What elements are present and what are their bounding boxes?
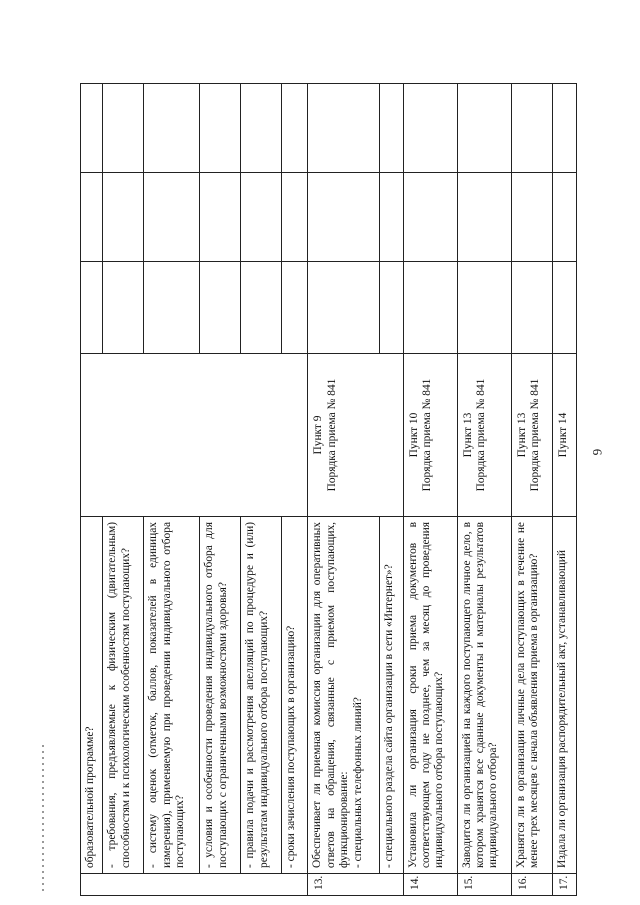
question-cell: - условия и особенности проведения индивидуального отбора для поступающих с ограниченными возможностями здоровья?: [200, 517, 241, 874]
answer-na-cell: [282, 84, 308, 173]
checklist-table-body: [81, 84, 577, 896]
answer-no-cell: [403, 173, 457, 262]
table-row: [308, 84, 379, 896]
question-cell: - специального раздела сайта организации в сети «Интернет»?: [379, 517, 403, 874]
answer-na-cell: [379, 84, 403, 173]
question-cell: Заводится ли организацией на каждого поступающего личное дело, в котором хранятся все сданные документы и материалы результатов индивидуального отбора?: [457, 517, 511, 874]
answer-yes-cell: [379, 262, 403, 354]
question-cell: - правила подачи и рассмотрения апелляций по процедуре и (или) результатам индивидуального отбора поступающих?: [241, 517, 282, 874]
answer-no-cell: [200, 173, 241, 262]
legal-reference-cell: [457, 354, 511, 517]
answer-no-cell: [552, 173, 576, 262]
answer-yes-cell: [81, 262, 103, 354]
legal-reference-cell: [81, 354, 308, 517]
legal-reference-cell: [511, 354, 552, 517]
legal-reference-cell: [403, 354, 457, 517]
checklist-table-frame: [80, 84, 577, 896]
page-number: 6: [590, 448, 605, 456]
question-cell: Хранятся ли в организации личные дела поступающих в течение не менее трех месяцев с начала объявления приема в организацию?: [511, 517, 552, 874]
answer-na-cell: [511, 84, 552, 173]
answer-na-cell: [144, 84, 200, 173]
reference-clause: Пункт 13: [461, 412, 474, 458]
item-number-cell: [81, 874, 308, 896]
answer-na-cell: [81, 84, 103, 173]
question-cell: Издала ли организация распорядительный акт, устанавливающий: [552, 517, 576, 874]
answer-yes-cell: [308, 262, 379, 354]
question-cell: Обеспечивает ли приемная комиссия организации для оперативных ответов на обращения, связанные с приемом поступающих, функционирование: - специальных телефонных линий?: [308, 517, 379, 874]
question-cell: - сроки зачисления поступающих в организацию?: [282, 517, 308, 874]
table-row: [81, 84, 103, 896]
answer-yes-cell: [403, 262, 457, 354]
answer-no-cell: [144, 173, 200, 262]
question-cell: образовательной программе?: [81, 517, 103, 874]
reference-clause: Пункт 10: [407, 412, 420, 458]
legal-reference-cell: [308, 354, 403, 517]
answer-na-cell: [552, 84, 576, 173]
table-row: [511, 84, 552, 896]
answer-na-cell: [457, 84, 511, 173]
question-cell: - требования, предъявляемые к физическим (двигательным) способностям и к психологическим особенностям поступающих?: [103, 517, 144, 874]
answer-yes-cell: [200, 262, 241, 354]
answer-no-cell: [379, 173, 403, 262]
answer-yes-cell: [282, 262, 308, 354]
item-number-cell: 15.: [457, 874, 511, 896]
item-number-cell: 16.: [511, 874, 552, 896]
table-row: [552, 84, 576, 896]
answer-no-cell: [103, 173, 144, 262]
table-row: [457, 84, 511, 896]
item-number-cell: 13.: [308, 874, 403, 896]
answer-na-cell: [103, 84, 144, 173]
answer-na-cell: [403, 84, 457, 173]
answer-no-cell: [282, 173, 308, 262]
question-cell: - систему оценок (отметок, баллов, показателей в единицах измерения), применяемую при проведении индивидуального отбора поступающих?: [144, 517, 200, 874]
answer-na-cell: [200, 84, 241, 173]
item-number-cell: 17.: [552, 874, 576, 896]
answer-yes-cell: [144, 262, 200, 354]
reference-document: Порядка приема № 841: [529, 378, 542, 492]
checklist-table: [80, 83, 577, 896]
answer-no-cell: [308, 173, 379, 262]
answer-yes-cell: [103, 262, 144, 354]
answer-yes-cell: [457, 262, 511, 354]
left-edge-perforation: [42, 745, 44, 895]
answer-na-cell: [241, 84, 282, 173]
item-number-cell: 14.: [403, 874, 457, 896]
table-row: [403, 84, 457, 896]
legal-reference-cell: [552, 354, 576, 517]
answer-no-cell: [511, 173, 552, 262]
answer-yes-cell: [511, 262, 552, 354]
reference-clause: Пункт 13: [515, 412, 528, 458]
reference-clause: Пункт 14: [556, 412, 569, 458]
answer-no-cell: [241, 173, 282, 262]
reference-document: Порядка приема № 841: [325, 378, 338, 492]
reference-document: Порядка приема № 841: [475, 378, 487, 492]
reference-clause: Пункт 9: [312, 415, 325, 455]
answer-na-cell: [308, 84, 379, 173]
answer-no-cell: [457, 173, 511, 262]
answer-yes-cell: [241, 262, 282, 354]
answer-yes-cell: [552, 262, 576, 354]
reference-document: Порядка приема № 841: [420, 378, 433, 492]
question-cell: Установила ли организация сроки приема документов в соответствующем году не позднее, чем за месяц до проведения индивидуального отбора поступающих?: [403, 517, 457, 874]
answer-no-cell: [81, 173, 103, 262]
